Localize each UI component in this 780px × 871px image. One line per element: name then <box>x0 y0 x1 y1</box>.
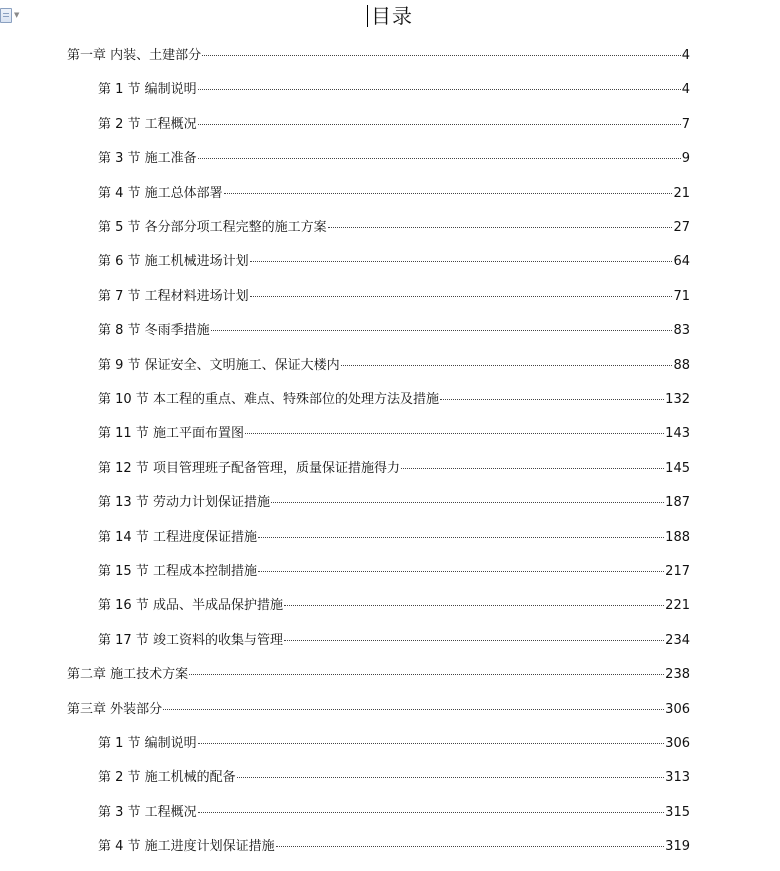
toc-section-entry[interactable] <box>98 494 690 512</box>
toc-leader-dots <box>211 330 673 331</box>
toc-section-entry[interactable] <box>98 288 690 306</box>
toc-entry-label: 第 13 节 劳动力计划保证措施 <box>98 495 270 510</box>
toc-entry-label: 第 1 节 编制说明 <box>98 82 197 97</box>
toc-leader-dots <box>250 296 673 297</box>
toc-section-entry[interactable] <box>98 563 690 581</box>
toc-leader-dots <box>276 846 665 847</box>
toc-leader-dots <box>341 365 673 366</box>
toc-entry-page-number: 83 <box>673 323 690 338</box>
toc-section-entry[interactable] <box>98 357 690 375</box>
toc-entry-page-number: 64 <box>673 254 690 269</box>
toc-entry-page-number: 187 <box>665 495 690 510</box>
toc-leader-dots <box>245 433 664 434</box>
toc-entry-label: 第 14 节 工程进度保证措施 <box>98 530 257 545</box>
toc-entry-label: 第 10 节 本工程的重点、难点、特殊部位的处理方法及措施 <box>98 392 439 407</box>
toc-entry-page-number: 188 <box>665 530 690 545</box>
toc-section-entry[interactable] <box>98 219 690 237</box>
toc-entry-label: 第 3 节 施工准备 <box>98 151 197 166</box>
toc-section-entry[interactable] <box>98 632 690 650</box>
toc-entry-label: 第 11 节 施工平面布置图 <box>98 426 244 441</box>
toc-entry-page-number: 71 <box>673 289 690 304</box>
toc-entry-label: 第 16 节 成品、半成品保护措施 <box>98 598 283 613</box>
toc-leader-dots <box>202 55 681 56</box>
toc-entry-page-number: 7 <box>681 117 690 132</box>
toc-entry-page-number: 9 <box>681 151 690 166</box>
toc-entry-label: 第 17 节 竣工资料的收集与管理 <box>98 633 283 648</box>
toc-chapter-entry[interactable] <box>67 701 690 719</box>
toc-section-entry[interactable] <box>98 597 690 615</box>
toc-leader-dots <box>189 674 664 675</box>
toc-entry-page-number: 4 <box>681 82 690 97</box>
toc-entry-label: 第 5 节 各分部分项工程完整的施工方案 <box>98 220 327 235</box>
toc-entry-page-number: 27 <box>673 220 690 235</box>
toc-chapter-entry[interactable] <box>67 666 690 684</box>
toc-leader-dots <box>440 399 664 400</box>
toc-leader-dots <box>237 777 665 778</box>
toc-entry-label: 第 2 节 施工机械的配备 <box>98 770 236 785</box>
toc-leader-dots <box>198 124 681 125</box>
toc-section-entry[interactable] <box>98 253 690 271</box>
toc-section-entry[interactable] <box>98 460 690 478</box>
toc-leader-dots <box>284 605 664 606</box>
toc-entry-page-number: 306 <box>665 702 690 717</box>
toc-entry-label: 第 15 节 工程成本控制措施 <box>98 564 257 579</box>
toc-leader-dots <box>258 537 664 538</box>
toc-leader-dots <box>198 158 681 159</box>
toc-entry-label: 第 6 节 施工机械进场计划 <box>98 254 249 269</box>
toc-leader-dots <box>198 812 665 813</box>
toc-entry-label: 第三章 外装部分 <box>67 702 163 717</box>
toc-section-entry[interactable] <box>98 81 690 99</box>
toc-entry-page-number: 238 <box>665 667 690 682</box>
toc-entry-page-number: 234 <box>665 633 690 648</box>
toc-entry-page-number: 88 <box>673 358 690 373</box>
toc-section-entry[interactable] <box>98 185 690 203</box>
toc-leader-dots <box>401 468 664 469</box>
chevron-down-icon[interactable]: ▼ <box>14 11 20 19</box>
toc-entry-label: 第 7 节 工程材料进场计划 <box>98 289 249 304</box>
toc-entry-label: 第一章 内装、土建部分 <box>67 48 202 63</box>
toc-leader-dots <box>258 571 664 572</box>
toc-section-entry[interactable] <box>98 769 690 787</box>
toc-chapter-entry[interactable] <box>67 47 690 65</box>
toc-entry-page-number: 4 <box>681 48 690 63</box>
toc-leader-dots <box>271 502 664 503</box>
toc-leader-dots <box>198 89 681 90</box>
toc-leader-dots <box>163 709 664 710</box>
toc-section-entry[interactable] <box>98 529 690 547</box>
toc-entry-label: 第 9 节 保证安全、文明施工、保证大楼内 <box>98 358 340 373</box>
toc-leader-dots <box>328 227 673 228</box>
toc-entry-label: 第 3 节 工程概况 <box>98 805 197 820</box>
toc-entry-label: 第 4 节 施工进度计划保证措施 <box>98 839 275 854</box>
toc-section-entry[interactable] <box>98 322 690 340</box>
toc-entry-page-number: 313 <box>665 770 690 785</box>
toc-entry-label: 第二章 施工技术方案 <box>67 667 189 682</box>
toc-section-entry[interactable] <box>98 116 690 134</box>
title-area <box>0 3 780 29</box>
toc-entry-page-number: 319 <box>665 839 690 854</box>
toc-entry-page-number: 145 <box>665 461 690 476</box>
toc-leader-dots <box>284 640 664 641</box>
toc-section-entry[interactable] <box>98 735 690 753</box>
toc-entry-page-number: 21 <box>673 186 690 201</box>
toc-leader-dots <box>198 743 665 744</box>
toc-leader-dots <box>224 193 673 194</box>
page-title-text: 目录 <box>371 4 413 28</box>
toc-entry-page-number: 315 <box>665 805 690 820</box>
toc-entry-label: 第 4 节 施工总体部署 <box>98 186 223 201</box>
toc-entry-page-number: 306 <box>665 736 690 751</box>
toc-section-entry[interactable] <box>98 150 690 168</box>
page-title[interactable] <box>367 3 413 29</box>
toc-entry-page-number: 132 <box>665 392 690 407</box>
toc-section-entry[interactable] <box>98 838 690 856</box>
toc-entry-label: 第 2 节 工程概况 <box>98 117 197 132</box>
toc-leader-dots <box>250 261 673 262</box>
toc-entry-page-number: 217 <box>665 564 690 579</box>
toc-section-entry[interactable] <box>98 804 690 822</box>
toc-entry-page-number: 143 <box>665 426 690 441</box>
toc-entry-label: 第 8 节 冬雨季措施 <box>98 323 210 338</box>
toc-entry-label: 第 1 节 编制说明 <box>98 736 197 751</box>
toc-section-entry[interactable] <box>98 391 690 409</box>
toc-section-entry[interactable] <box>98 425 690 443</box>
toc-entry-page-number: 221 <box>665 598 690 613</box>
toc-entry-label: 第 12 节 项目管理班子配备管理，质量保证措施得力 <box>98 461 400 476</box>
text-cursor <box>367 5 368 27</box>
